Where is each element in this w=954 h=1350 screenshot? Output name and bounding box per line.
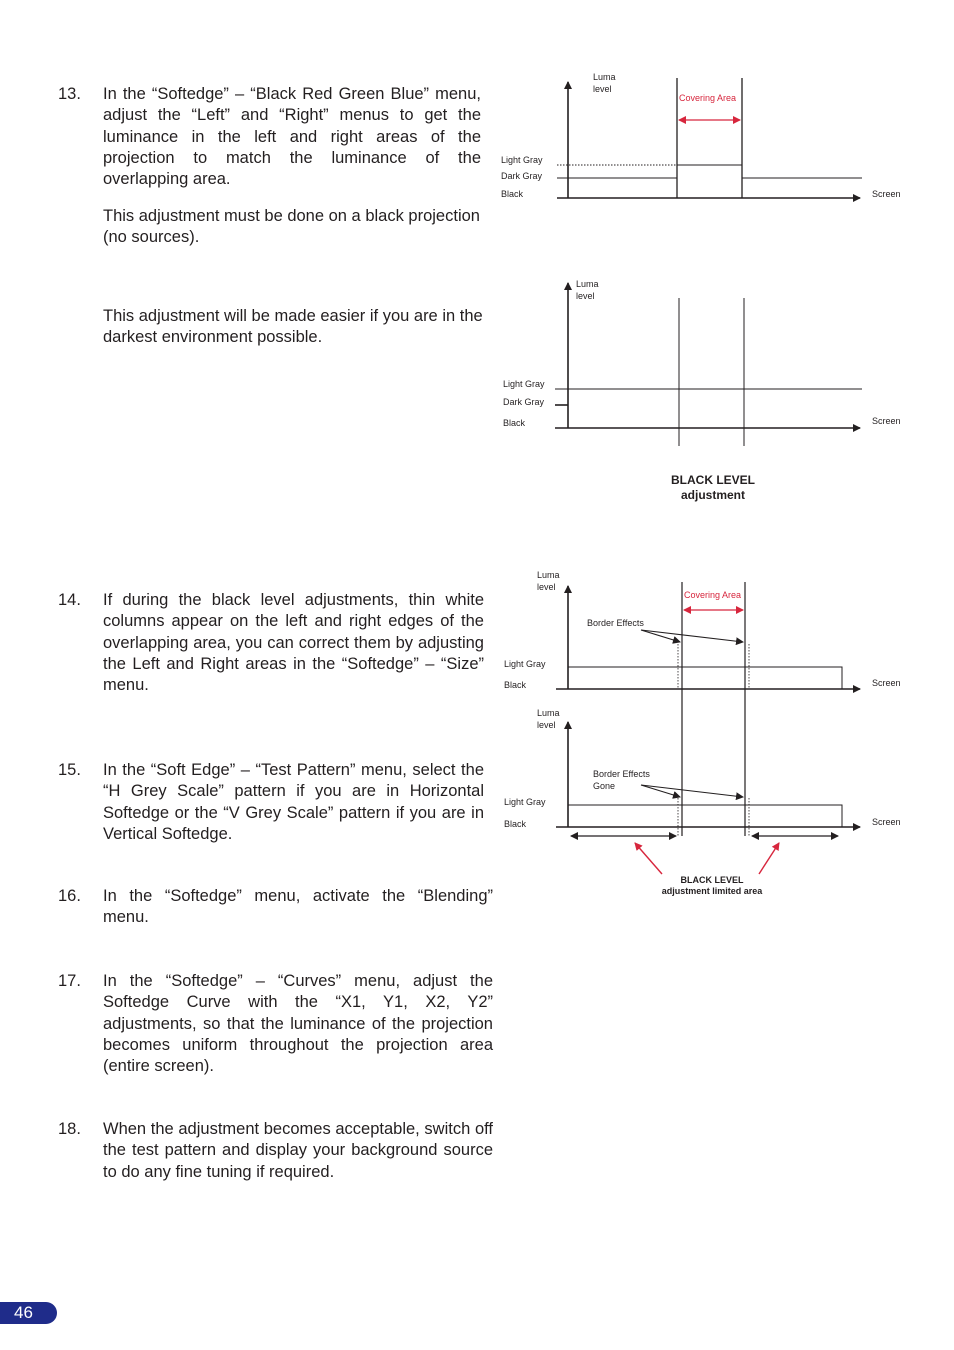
light-gray-label: Light Gray	[501, 155, 543, 165]
black-label: Black	[504, 819, 527, 829]
screen-label: Screen	[872, 678, 901, 688]
step-number: 16.	[58, 887, 81, 905]
light-gray-label: Light Gray	[504, 797, 546, 807]
level-label: level	[537, 582, 556, 592]
note-black-projection: This adjustment must be done on a black projection (no sources).	[103, 207, 480, 247]
black-label: Black	[501, 189, 524, 199]
step-text: When the adjustment becomes acceptable, switch off the test pattern and display your background source to do any fine tuning if required.	[103, 1120, 493, 1181]
diagram-border-effects	[504, 570, 901, 690]
diagram-covering-area	[501, 72, 901, 199]
level-label: level	[576, 291, 595, 301]
caption-title: BLACK LEVEL	[680, 875, 744, 885]
light-gray-label: Light Gray	[503, 379, 545, 389]
covering-area-label: Covering Area	[684, 590, 742, 600]
luma-label: Luma	[537, 570, 560, 580]
note-dark-environment: This adjustment will be made easier if you are in the darkest environment possible.	[103, 307, 483, 347]
covering-area-label: Covering Area	[679, 93, 737, 103]
light-gray-label: Light Gray	[504, 659, 546, 669]
border-effects-gone-label-2: Gone	[593, 781, 616, 791]
step-text: In the “Softedge” menu, activate the “Blending” menu.	[103, 887, 493, 927]
step-number: 18.	[58, 1120, 81, 1138]
border-effects-gone-label-1: Border Effects	[593, 769, 650, 779]
light-gray-level-box	[568, 805, 842, 827]
step-number: 15.	[58, 761, 81, 779]
black-label: Black	[503, 418, 526, 428]
diagram-black-level	[503, 279, 901, 502]
luma-label: Luma	[593, 72, 616, 82]
level-label: level	[537, 720, 556, 730]
border-effect-pointer-right	[641, 630, 743, 642]
luma-label: Luma	[576, 279, 599, 289]
black-label: Black	[504, 680, 527, 690]
diagram-border-effects-gone	[504, 689, 901, 896]
level-label: level	[593, 84, 612, 94]
red-pointer-right	[759, 843, 779, 874]
page-number: 46	[0, 1302, 57, 1324]
pointer-right	[641, 785, 743, 797]
dark-gray-label: Dark Gray	[501, 171, 543, 181]
light-gray-level-box	[568, 667, 842, 689]
screen-label: Screen	[872, 817, 901, 827]
red-pointer-left	[635, 843, 662, 874]
step-text: If during the black level adjustments, thin white columns appear on the left and right edges of the overlapping area, you can correct them by adjusting the Left and Right areas in the “Softedge” – “Size” menu.	[103, 591, 484, 695]
caption-subtitle: adjustment limited area	[661, 886, 763, 896]
step-number: 14.	[58, 591, 81, 609]
caption-title: BLACK LEVEL	[671, 473, 755, 487]
step-text: In the “Softedge” – “Curves” menu, adjust the Softedge Curve with the “X1, Y1, X2, Y2” adjustments, so that the luminance of the projection becomes uniform throughout the projection area (entire screen).	[103, 972, 493, 1076]
step-number: 17.	[58, 972, 81, 990]
screen-label: Screen	[872, 416, 901, 426]
luma-label: Luma	[537, 708, 560, 718]
caption-subtitle: adjustment	[680, 488, 746, 502]
dark-gray-label: Dark Gray	[503, 397, 545, 407]
screen-label: Screen	[872, 189, 901, 199]
step-number: 13.	[58, 85, 81, 103]
step-text: In the “Soft Edge” – “Test Pattern” menu, select the “H Grey Scale” pattern if you are in Horizontal Softedge or the “V Grey Scale” pattern if you are in Vertical Softedge.	[103, 761, 484, 843]
step-text: In the “Softedge” – “Black Red Green Blue” menu, adjust the “Left” and “Right” menus to get the luminance in the left and right areas of the projection to match the luminance of the overlapping area.	[103, 85, 481, 189]
border-effects-label: Border Effects	[587, 618, 644, 628]
